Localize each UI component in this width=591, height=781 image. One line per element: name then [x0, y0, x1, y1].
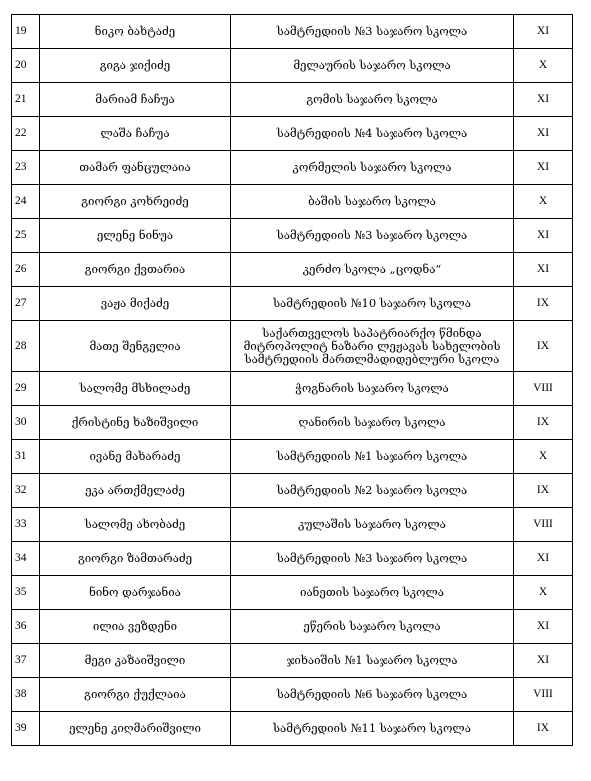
school-name-cell: ჯიხაიშის №1 საჯარო სკოლა	[231, 644, 514, 678]
table-row	[12, 474, 573, 508]
table-row	[12, 151, 573, 185]
grade-cell: IX	[514, 712, 573, 746]
table-row	[12, 440, 573, 474]
school-name-cell: ეწერის საჯარო სკოლა	[231, 610, 514, 644]
student-name-cell: ილია ვეზდენი	[40, 610, 231, 644]
grade-cell: IX	[514, 406, 573, 440]
table-row	[12, 576, 573, 610]
school-name-cell: მელაურის საჯარო სკოლა	[231, 49, 514, 83]
grade-cell: VIII	[514, 678, 573, 712]
student-name-cell: თამარ ფანცულაია	[40, 151, 231, 185]
student-name-cell: ნიკო ბახტაძე	[40, 15, 231, 49]
school-name-cell: კერძო სკოლა „ცოდნა“	[231, 253, 514, 287]
student-name-cell: ვაჟა მიქაძე	[40, 287, 231, 321]
school-name-cell: სამტრედიის №6 საჯარო სკოლა	[231, 678, 514, 712]
table-row	[12, 372, 573, 406]
row-number-cell: 23	[12, 151, 40, 185]
table-row	[12, 83, 573, 117]
row-number-cell: 24	[12, 185, 40, 219]
table-row	[12, 117, 573, 151]
row-number-cell: 38	[12, 678, 40, 712]
school-name-cell: სამტრედიის №11 საჯარო სკოლა	[231, 712, 514, 746]
row-number-cell: 34	[12, 542, 40, 576]
student-name-cell: სალომე ახობაძე	[40, 508, 231, 542]
school-name-cell: სამტრედიის №3 საჯარო სკოლა	[231, 542, 514, 576]
row-number-cell: 26	[12, 253, 40, 287]
grade-cell: IX	[514, 474, 573, 508]
student-name-cell: მარიამ ჩაჩუა	[40, 83, 231, 117]
school-name-cell: სამტრედიის №4 საჯარო სკოლა	[231, 117, 514, 151]
row-number-cell: 25	[12, 219, 40, 253]
student-name-cell: ელენე ნინუა	[40, 219, 231, 253]
table-row	[12, 253, 573, 287]
table-row	[12, 406, 573, 440]
student-name-cell: ეკა ართქმელაძე	[40, 474, 231, 508]
table-row	[12, 712, 573, 746]
student-name-cell: სალომე მსხილაძე	[40, 372, 231, 406]
table-row	[12, 542, 573, 576]
row-number-cell: 37	[12, 644, 40, 678]
grade-cell: XI	[514, 610, 573, 644]
grade-cell: IX	[514, 287, 573, 321]
grade-cell: XI	[514, 253, 573, 287]
student-name-cell: ივანე მახარაძე	[40, 440, 231, 474]
row-number-cell: 30	[12, 406, 40, 440]
table-row	[12, 644, 573, 678]
student-name-cell: მათე შენგელია	[40, 321, 231, 372]
grade-cell: XI	[514, 151, 573, 185]
table-row	[12, 287, 573, 321]
school-name-cell: სამტრედიის №3 საჯარო სკოლა	[231, 15, 514, 49]
grade-cell: X	[514, 440, 573, 474]
grade-cell: IX	[514, 321, 573, 372]
row-number-cell: 20	[12, 49, 40, 83]
row-number-cell: 32	[12, 474, 40, 508]
school-name-cell: საქართველოს საპატრიარქო წმინდა მიტროპოლიტ ნაზარი ლეჟავას სახელობის სამტრედიის მართლმადიდებლური სკოლა	[231, 321, 514, 372]
grade-cell: X	[514, 185, 573, 219]
student-name-cell: გიორგი ქუქლაია	[40, 678, 231, 712]
table-row	[12, 678, 573, 712]
school-name-cell: კორმელის საჯარო სკოლა	[231, 151, 514, 185]
grade-cell: XI	[514, 15, 573, 49]
row-number-cell: 35	[12, 576, 40, 610]
school-name-cell: იანეთის საჯარო სკოლა	[231, 576, 514, 610]
row-number-cell: 39	[12, 712, 40, 746]
grade-cell: VIII	[514, 372, 573, 406]
student-name-cell: გიორგი ქვთარია	[40, 253, 231, 287]
row-number-cell: 33	[12, 508, 40, 542]
row-number-cell: 28	[12, 321, 40, 372]
student-name-cell: ქრისტინე ხაზიშვილი	[40, 406, 231, 440]
school-name-cell: სამტრედიის №2 საჯარო სკოლა	[231, 474, 514, 508]
participants-table-body	[12, 15, 573, 746]
table-row	[12, 610, 573, 644]
row-number-cell: 36	[12, 610, 40, 644]
student-name-cell: ნინო დარჯანია	[40, 576, 231, 610]
school-name-cell: ჭოგნარის საჯარო სკოლა	[231, 372, 514, 406]
school-name-cell: ღანირის საჯარო სკოლა	[231, 406, 514, 440]
student-name-cell: მეგი კაზაიშვილი	[40, 644, 231, 678]
grade-cell: XI	[514, 117, 573, 151]
school-name-cell: სამტრედიის №1 საჯარო სკოლა	[231, 440, 514, 474]
row-number-cell: 22	[12, 117, 40, 151]
school-name-cell: კულაშის საჯარო სკოლა	[231, 508, 514, 542]
grade-cell: X	[514, 576, 573, 610]
table-row	[12, 508, 573, 542]
grade-cell: XI	[514, 83, 573, 117]
row-number-cell: 19	[12, 15, 40, 49]
grade-cell: X	[514, 49, 573, 83]
row-number-cell: 21	[12, 83, 40, 117]
row-number-cell: 29	[12, 372, 40, 406]
student-name-cell: გიორგი კოხრეიძე	[40, 185, 231, 219]
school-name-cell: გომის საჯარო სკოლა	[231, 83, 514, 117]
school-name-cell: სამტრედიის №10 საჯარო სკოლა	[231, 287, 514, 321]
table-row	[12, 185, 573, 219]
school-name-cell: სამტრედიის №3 საჯარო სკოლა	[231, 219, 514, 253]
grade-cell: XI	[514, 542, 573, 576]
table-row	[12, 49, 573, 83]
school-name-cell: ბაშის საჯარო სკოლა	[231, 185, 514, 219]
table-row	[12, 15, 573, 49]
student-name-cell: გიორგი ზამთარაძე	[40, 542, 231, 576]
row-number-cell: 27	[12, 287, 40, 321]
student-name-cell: ელენე კიღმარიშვილი	[40, 712, 231, 746]
student-name-cell: გიგა ჯიქიძე	[40, 49, 231, 83]
grade-cell: VIII	[514, 508, 573, 542]
student-name-cell: ლაშა ჩაჩუა	[40, 117, 231, 151]
grade-cell: XI	[514, 219, 573, 253]
grade-cell: XI	[514, 644, 573, 678]
table-row	[12, 321, 573, 372]
table-row	[12, 219, 573, 253]
row-number-cell: 31	[12, 440, 40, 474]
participants-table	[11, 14, 573, 746]
